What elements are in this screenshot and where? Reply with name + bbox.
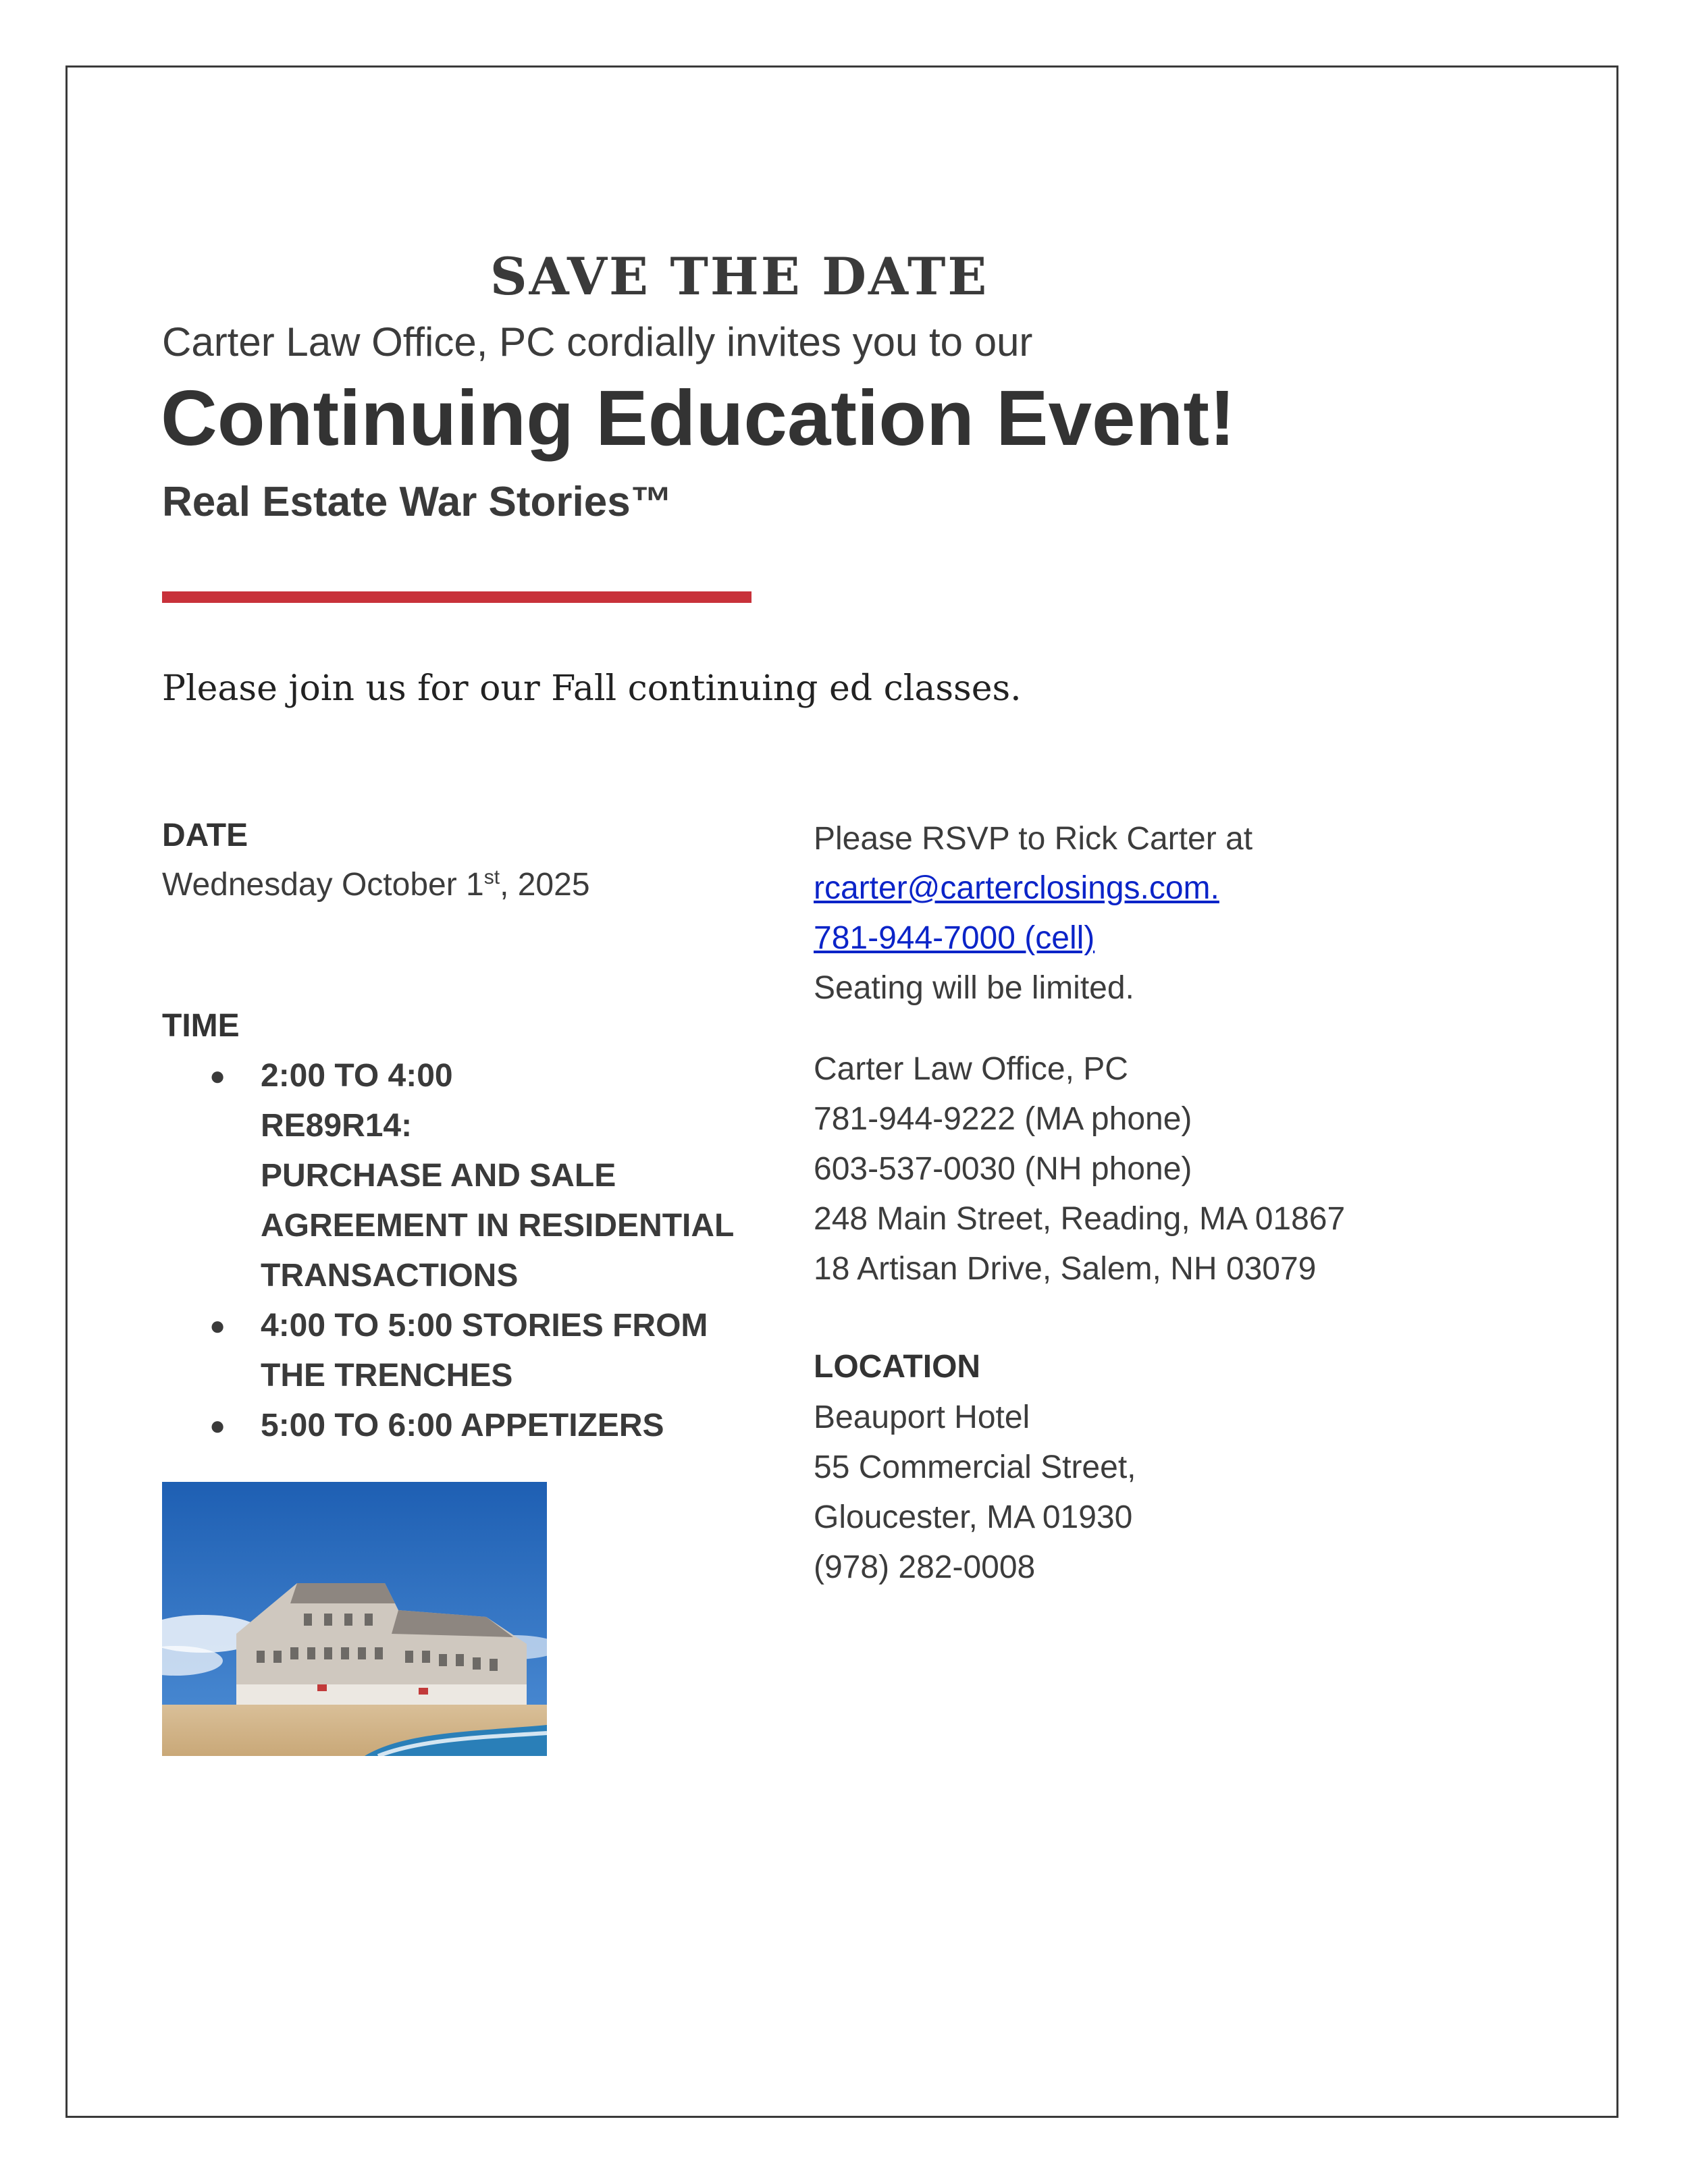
seating-note: Seating will be limited. bbox=[814, 970, 1134, 1006]
date-label: DATE bbox=[162, 818, 248, 853]
schedule-list bbox=[162, 1051, 734, 1451]
schedule-line: PURCHASE AND SALE bbox=[261, 1158, 616, 1194]
bullet-icon: ● bbox=[209, 1411, 226, 1441]
schedule-line: TRANSACTIONS bbox=[261, 1258, 519, 1294]
schedule-line: 4:00 TO 5:00 STORIES FROM bbox=[261, 1308, 708, 1343]
intro-text: Please join us for our Fall continuing ed classes. bbox=[162, 668, 1022, 709]
accent-divider bbox=[162, 591, 751, 603]
schedule-line: 2:00 TO 4:00 bbox=[261, 1058, 453, 1094]
bullet-icon: ● bbox=[209, 1061, 226, 1091]
schedule-line: AGREEMENT IN RESIDENTIAL bbox=[261, 1208, 735, 1244]
event-title: Continuing Education Event! bbox=[161, 374, 1236, 462]
schedule-line: 5:00 TO 6:00 APPETIZERS bbox=[261, 1408, 664, 1443]
time-label: TIME bbox=[162, 1008, 240, 1044]
rsvp-cell-link[interactable]: 781-944-7000 (cell) bbox=[814, 920, 1095, 956]
office-ma-phone: 781-944-9222 (MA phone) bbox=[814, 1101, 1192, 1137]
venue-city: Gloucester, MA 01930 bbox=[814, 1499, 1133, 1535]
invite-line: Carter Law Office, PC cordially invites you to our bbox=[162, 319, 1033, 365]
office-address-salem: 18 Artisan Drive, Salem, NH 03079 bbox=[814, 1251, 1317, 1287]
venue-street: 55 Commercial Street, bbox=[814, 1449, 1136, 1485]
rsvp-email-link[interactable]: rcarter@carterclosings.com. bbox=[814, 870, 1219, 906]
hotel-photo bbox=[162, 1482, 547, 1756]
bullet-icon: ● bbox=[209, 1311, 226, 1341]
schedule-line: RE89R14: bbox=[261, 1108, 413, 1144]
event-subtitle: Real Estate War Stories™ bbox=[162, 479, 672, 525]
schedule-line: THE TRENCHES bbox=[261, 1358, 513, 1393]
event-date-year: , 2025 bbox=[500, 867, 590, 903]
event-date-main: Wednesday October 1 bbox=[162, 867, 484, 903]
schedule-item bbox=[162, 1401, 734, 1451]
office-address-reading: 248 Main Street, Reading, MA 01867 bbox=[814, 1201, 1346, 1237]
schedule-item bbox=[162, 1301, 734, 1401]
rsvp-text: Please RSVP to Rick Carter at bbox=[814, 821, 1253, 857]
office-name: Carter Law Office, PC bbox=[814, 1051, 1128, 1087]
schedule-item bbox=[162, 1051, 734, 1301]
location-label: LOCATION bbox=[814, 1349, 981, 1385]
venue-name: Beauport Hotel bbox=[814, 1400, 1030, 1435]
event-date-ordinal: st bbox=[483, 866, 500, 888]
save-the-date-heading: SAVE THE DATE bbox=[490, 246, 989, 307]
event-date bbox=[162, 866, 590, 903]
venue-phone: (978) 282-0008 bbox=[814, 1549, 1036, 1585]
office-nh-phone: 603-537-0030 (NH phone) bbox=[814, 1151, 1192, 1187]
